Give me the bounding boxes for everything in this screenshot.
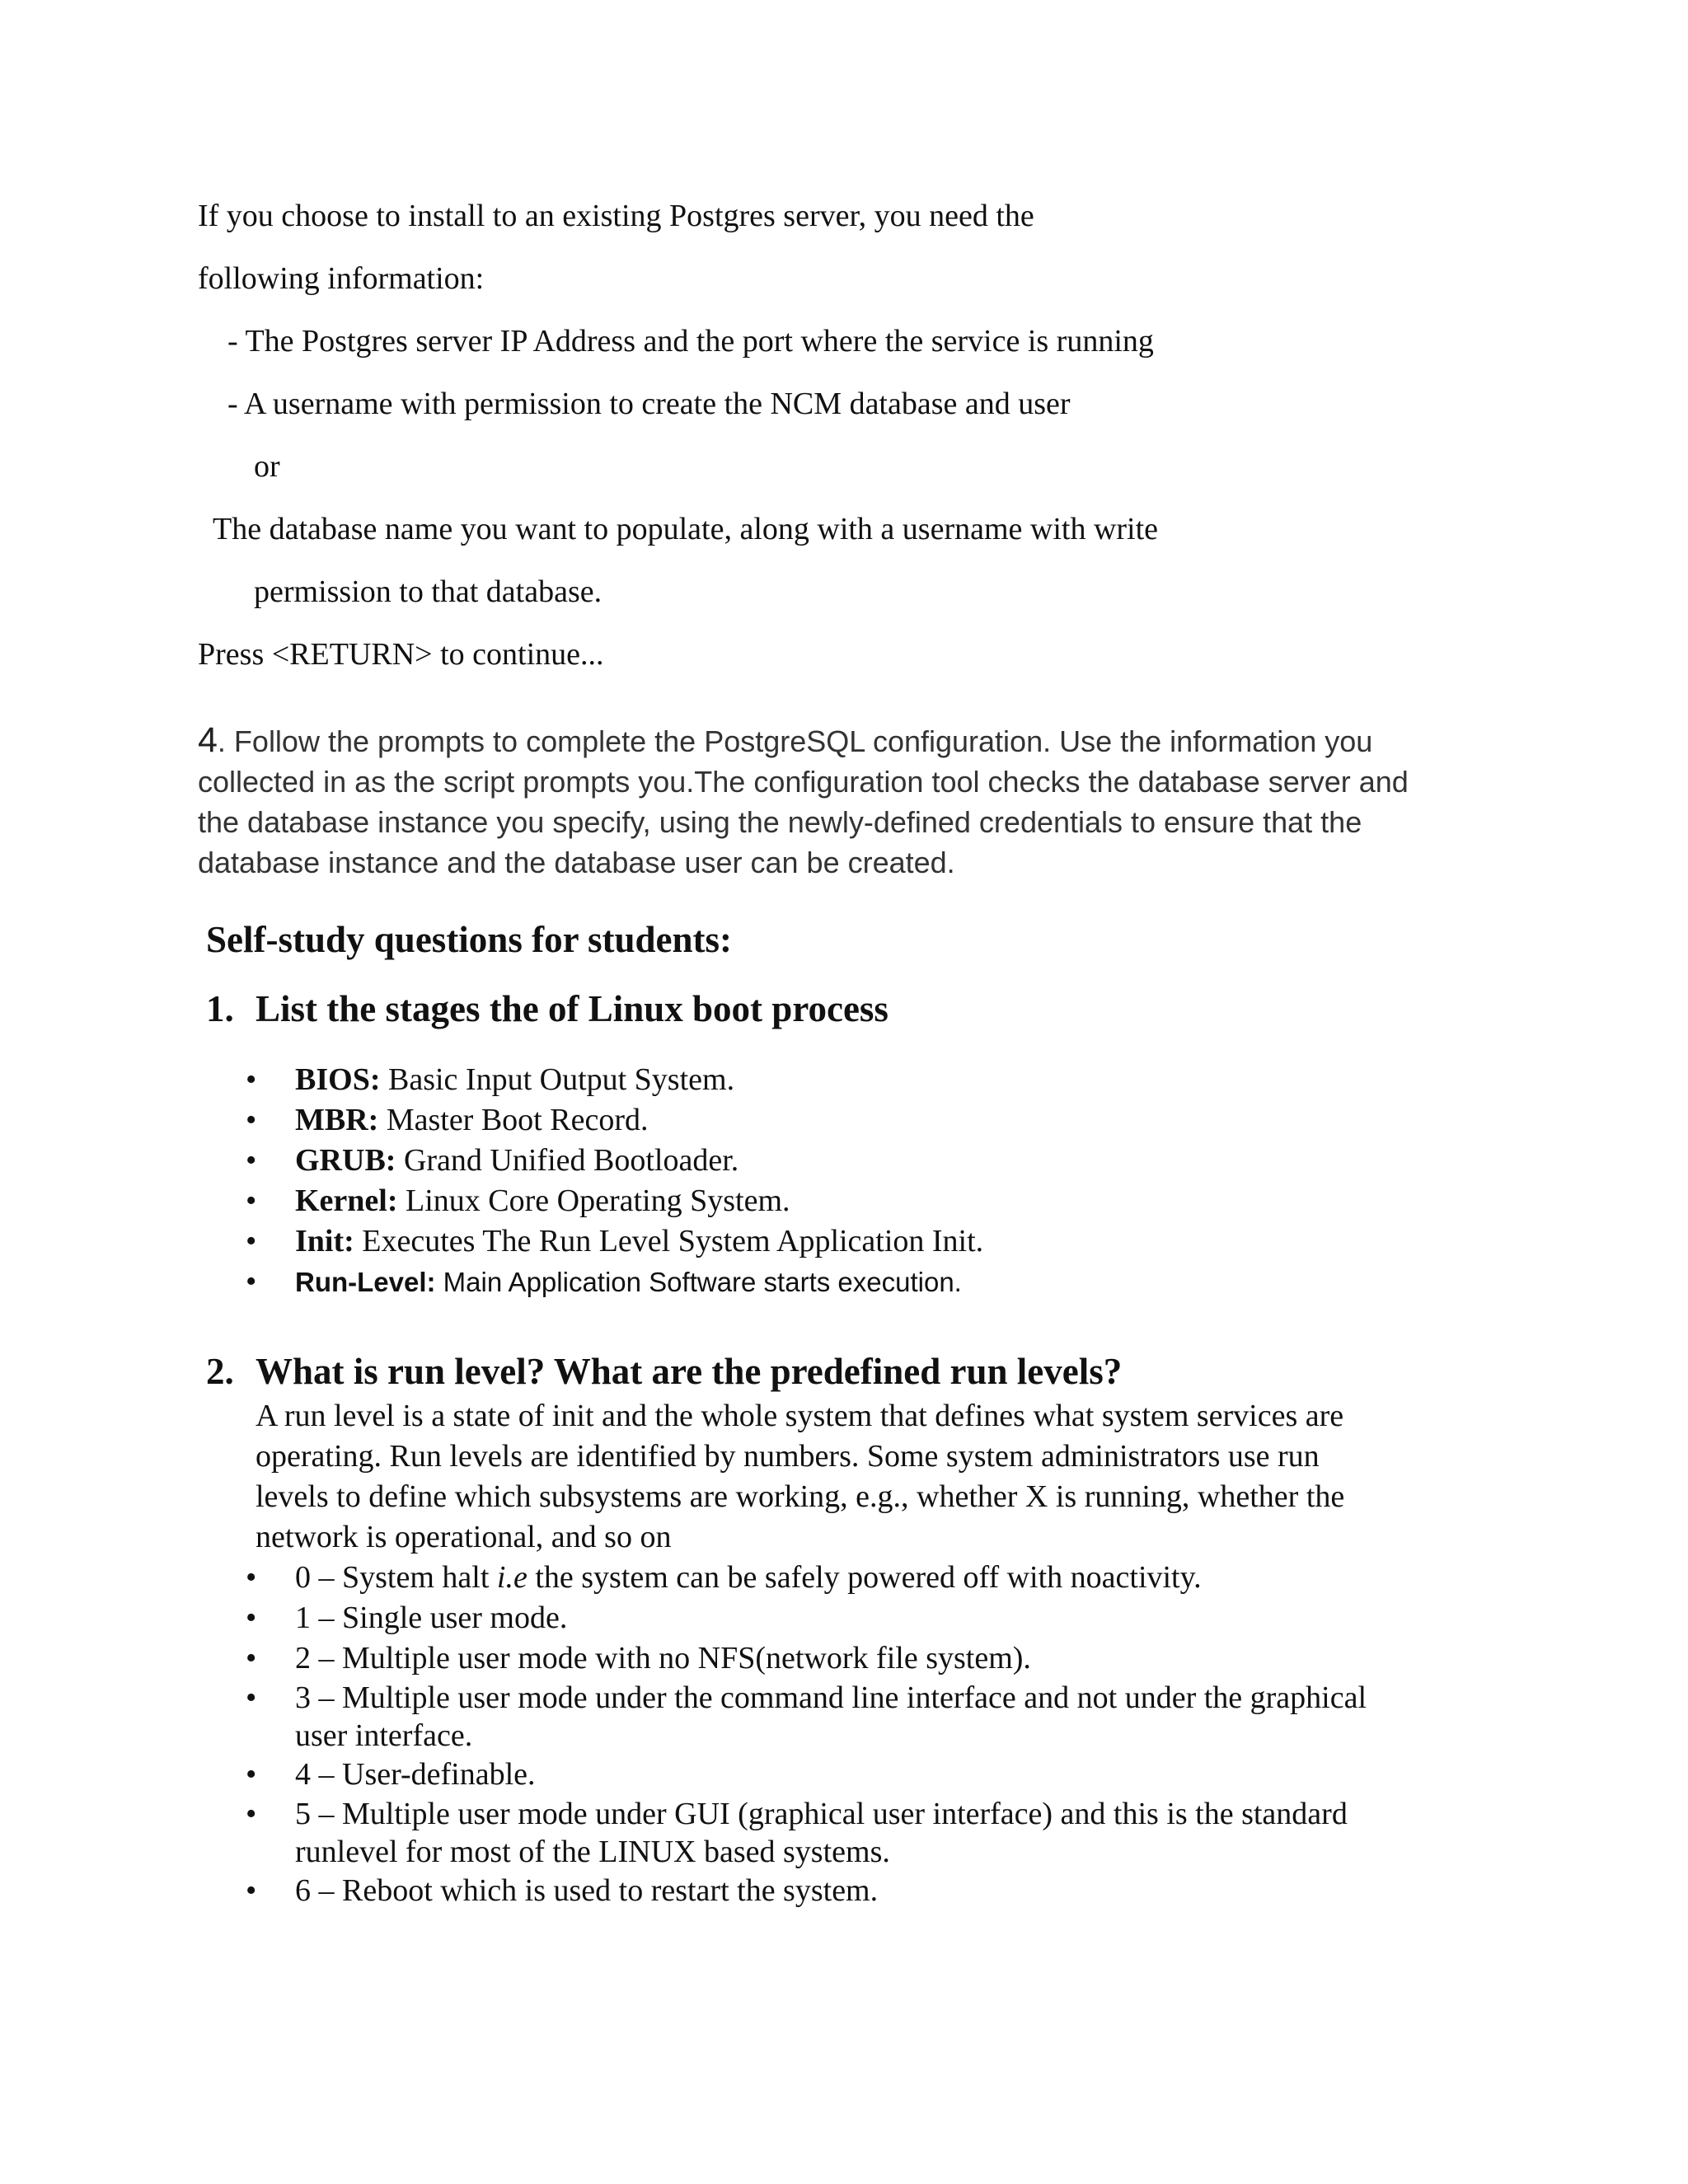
run-level-6: 6 – Reboot which is used to restart the system. — [295, 1873, 879, 1908]
definition-line: operating. Run levels are identified by numbers. Some system administrators use run — [256, 1439, 1320, 1474]
step-number: 4 — [198, 720, 218, 760]
list-item — [246, 1638, 1367, 1679]
list-item — [246, 1755, 1367, 1795]
stage-term: Run-Level: — [295, 1267, 436, 1297]
intro-line-2: following information: — [198, 261, 485, 296]
list-item — [246, 1100, 983, 1141]
bullet-icon: • — [246, 1680, 257, 1715]
stage-description: Executes The Run Level System Application Init. — [354, 1224, 984, 1258]
alternative-line-2: permission to that database. — [254, 574, 603, 609]
question-1-number: 1. — [206, 988, 234, 1029]
stage-description: Master Boot Record. — [378, 1103, 649, 1137]
step-4-line-2: collected in as the script prompts you.The configuration tool checks the database server and — [198, 765, 1409, 799]
list-item — [246, 1221, 984, 1262]
or-label: or — [254, 449, 280, 484]
run-level-definition — [256, 1396, 1344, 1558]
stage-description: Linux Core Operating System. — [397, 1183, 790, 1218]
run-level-0-prefix: 0 – System halt — [295, 1560, 497, 1595]
list-item — [246, 1598, 1367, 1638]
stage-term: BIOS: — [295, 1062, 381, 1097]
bullet-icon: • — [246, 1560, 257, 1595]
bullet-icon: • — [246, 1224, 257, 1258]
definition-line: levels to define which subsystems are working, e.g., whether X is running, whether the — [256, 1479, 1345, 1514]
bullet-icon: • — [246, 1797, 257, 1831]
run-level-5-line-2: runlevel for most of the LINUX based systems. — [295, 1835, 890, 1869]
bullet-icon: • — [246, 1873, 257, 1908]
alternative-line-1: The database name you want to populate, along with a username with write — [213, 512, 1159, 546]
boot-stages-list — [246, 1060, 984, 1302]
stage-description: Main Application Software starts execution. — [435, 1267, 962, 1297]
run-level-1: 1 – Single user mode. — [295, 1601, 568, 1635]
bullet-icon: • — [246, 1264, 257, 1299]
bullet-icon: • — [246, 1103, 257, 1137]
run-level-5-line-1: 5 – Multiple user mode under GUI (graphical user interface) and this is the standard — [295, 1797, 1348, 1831]
list-item — [246, 1060, 983, 1100]
bullet-icon: • — [246, 1641, 257, 1675]
intro-line-1: If you choose to install to an existing Postgres server, you need the — [198, 199, 1034, 233]
run-levels-list — [246, 1558, 1367, 1911]
step-4-line-3: the database instance you specify, using the newly-defined credentials to ensure that the — [198, 805, 1362, 839]
self-study-heading: Self-study questions for students: — [206, 919, 733, 960]
stage-term: MBR: — [295, 1103, 379, 1137]
list-item — [246, 1181, 983, 1221]
run-level-0-suffix: the system can be safely powered off with noactivity. — [527, 1560, 1202, 1595]
bullet-icon: • — [246, 1143, 257, 1178]
list-item — [246, 1679, 1367, 1755]
requirement-item-username: - A username with permission to create the NCM database and user — [227, 387, 1071, 421]
definition-line: network is operational, and so on — [256, 1520, 672, 1554]
stage-term: GRUB: — [295, 1143, 396, 1178]
question-1-title: List the stages the of Linux boot process — [256, 988, 889, 1029]
run-level-0-abbrev: i.e — [496, 1560, 528, 1595]
run-level-4: 4 – User-definable. — [295, 1757, 536, 1792]
definition-line: A run level is a state of init and the whole system that defines what system services are — [256, 1399, 1344, 1433]
list-item — [246, 1262, 983, 1302]
step-4-line-1: . Follow the prompts to complete the PostgreSQL configuration. Use the information you — [217, 724, 1373, 758]
stage-term: Kernel: — [295, 1183, 398, 1218]
question-2-title: What is run level? What are the predefined run levels? — [256, 1351, 1123, 1392]
bullet-icon: • — [246, 1601, 257, 1635]
list-item — [246, 1141, 983, 1181]
run-level-2: 2 – Multiple user mode with no NFS(network file system). — [295, 1641, 1031, 1675]
bullet-icon: • — [246, 1757, 257, 1792]
run-level-3-line-1: 3 – Multiple user mode under the command line interface and not under the graphical — [295, 1680, 1367, 1715]
requirement-item-ip-port: - The Postgres server IP Address and the port where the service is running — [227, 324, 1154, 359]
stage-description: Basic Input Output System. — [380, 1062, 735, 1097]
run-level-3-line-2: user interface. — [295, 1718, 473, 1753]
list-item — [246, 1795, 1367, 1871]
bullet-icon: • — [246, 1062, 257, 1097]
list-item — [246, 1558, 1367, 1598]
stage-description: Grand Unified Bootloader. — [396, 1143, 739, 1178]
press-return-prompt: Press <RETURN> to continue... — [198, 637, 604, 672]
list-item — [246, 1871, 1367, 1911]
step-4-line-4: database instance and the database user can be created. — [198, 846, 955, 879]
bullet-icon: • — [246, 1183, 257, 1218]
step-4-paragraph — [198, 720, 1409, 883]
stage-term: Init: — [295, 1224, 354, 1258]
question-2-number: 2. — [206, 1351, 234, 1392]
